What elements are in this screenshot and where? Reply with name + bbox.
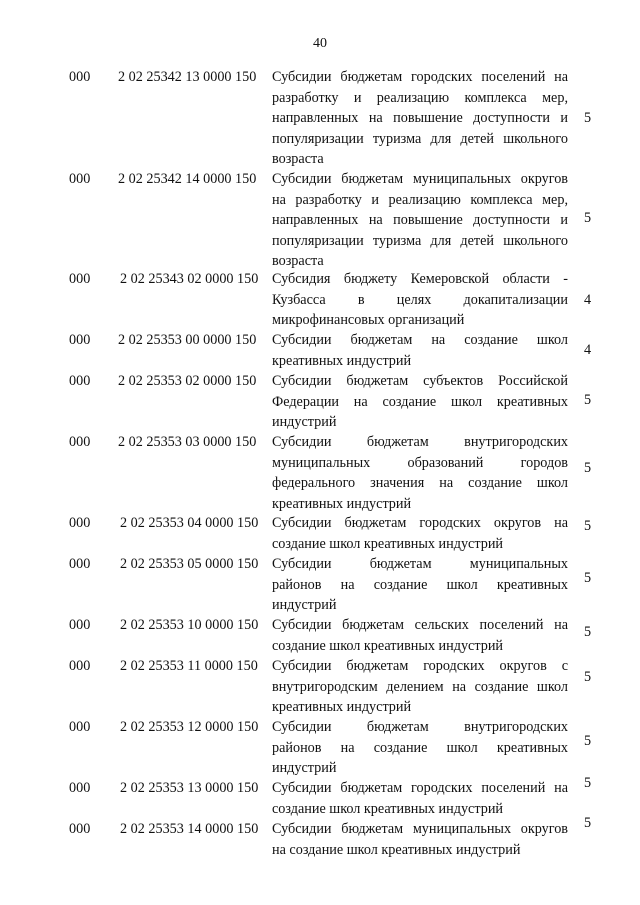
budget-code: 2 02 25353 03 0000 150 [118,434,257,450]
value: 5 [584,210,592,226]
description-line: внутригородским делением на создание школ [272,678,568,695]
admin-code: 000 [69,719,91,735]
value: 4 [584,292,592,308]
description [272,656,568,718]
description-line: направленных на повышение доступности и [272,110,568,126]
value: 5 [584,110,592,126]
description-line: индустрий [272,414,337,430]
admin-code: 000 [69,373,91,389]
admin-code: 000 [69,821,91,837]
description-line: районов на создание школ креативных [272,739,568,756]
description [272,330,568,371]
description-line: индустрий [272,760,337,776]
admin-code: 000 [69,171,91,187]
description-line: создание школ креативных индустрий [272,800,504,817]
admin-code: 000 [69,515,91,531]
budget-code: 2 02 25353 12 0000 150 [120,719,259,735]
description-line: федерального значения на создание школ [272,475,568,491]
budget-code: 2 02 25353 02 0000 150 [118,373,257,389]
description-line: муниципальных образований городов [272,454,568,471]
description-line: Субсидии бюджетам городских округов на [272,515,568,531]
description [272,717,568,779]
description-line: Субсидии бюджетам субъектов Российской [272,373,568,389]
value: 5 [584,518,592,534]
description [272,169,568,272]
description [272,371,568,433]
description-line: популяризации туризма для детей школьного [272,130,568,147]
description-line: возраста [272,151,324,167]
description [272,67,568,170]
budget-code: 2 02 25353 05 0000 150 [120,556,259,572]
description [272,554,568,616]
description-line: Субсидии бюджетам городских поселений на [272,69,568,85]
description-line: Субсидии бюджетам внутригородских [272,434,568,450]
description-line: креативных индустрий [272,495,412,512]
description-line: микрофинансовых организаций [272,312,465,328]
value: 5 [584,815,592,831]
budget-code: 2 02 25342 13 0000 150 [118,69,257,85]
description-line: районов на создание школ креативных [272,576,568,593]
description-line: Субсидии бюджетам на создание школ [272,332,568,348]
description [272,513,568,554]
admin-code: 000 [69,617,91,633]
description-line: Субсидии бюджетам внутригородских [272,719,568,735]
page-number: 40 [313,36,327,51]
value: 5 [584,733,592,749]
value: 5 [584,392,592,408]
description-line: на разработку и реализацию комплекса мер, [272,191,568,208]
value: 5 [584,624,592,640]
value: 5 [584,570,592,586]
description [272,615,568,656]
description-line: направленных на повышение доступности и [272,212,568,228]
description [272,778,568,819]
budget-code: 2 02 25342 14 0000 150 [118,171,257,187]
admin-code: 000 [69,658,91,674]
description-line: Субсидии бюджетам сельских поселений на [272,617,568,633]
budget-code: 2 02 25353 14 0000 150 [120,821,259,837]
budget-code: 2 02 25353 11 0000 150 [120,658,258,674]
description-line: Субсидии бюджетам муниципальных округов [272,171,568,187]
admin-code: 000 [69,556,91,572]
value: 5 [584,775,592,791]
description [272,432,568,514]
description-line: Кузбасса в целях докапитализации [272,291,568,308]
admin-code: 000 [69,332,91,348]
value: 5 [584,460,592,476]
budget-code: 2 02 25353 10 0000 150 [120,617,259,633]
description-line: Субсидия бюджету Кемеровской области - [272,271,568,287]
budget-code: 2 02 25343 02 0000 150 [120,271,259,287]
description-line: создание школ креативных индустрий [272,535,504,552]
description-line: Субсидии бюджетам муниципальных округов [272,821,568,837]
description-line: Федерации на создание школ креативных [272,393,568,410]
description [272,819,568,860]
description-line: Субсидии бюджетам городских округов с [272,658,568,674]
description-line: разработку и реализацию комплекса мер, [272,89,568,106]
description-line: Субсидии бюджетам городских поселений на [272,780,568,796]
value: 4 [584,342,592,358]
description-line: популяризации туризма для детей школьного [272,232,568,249]
admin-code: 000 [69,69,91,85]
description-line: Субсидии бюджетам муниципальных [272,556,568,572]
value: 5 [584,669,592,685]
budget-code: 2 02 25353 04 0000 150 [120,515,259,531]
admin-code: 000 [69,780,91,796]
admin-code: 000 [69,271,91,287]
description [272,269,568,331]
description-line: креативных индустрий [272,352,412,369]
admin-code: 000 [69,434,91,450]
description-line: на создание школ креативных индустрий [272,841,521,858]
description-line: креативных индустрий [272,699,412,715]
budget-code: 2 02 25353 13 0000 150 [120,780,259,796]
description-line: создание школ креативных индустрий [272,637,504,654]
budget-code: 2 02 25353 00 0000 150 [118,332,257,348]
description-line: индустрий [272,597,337,613]
description-line: возраста [272,253,324,269]
